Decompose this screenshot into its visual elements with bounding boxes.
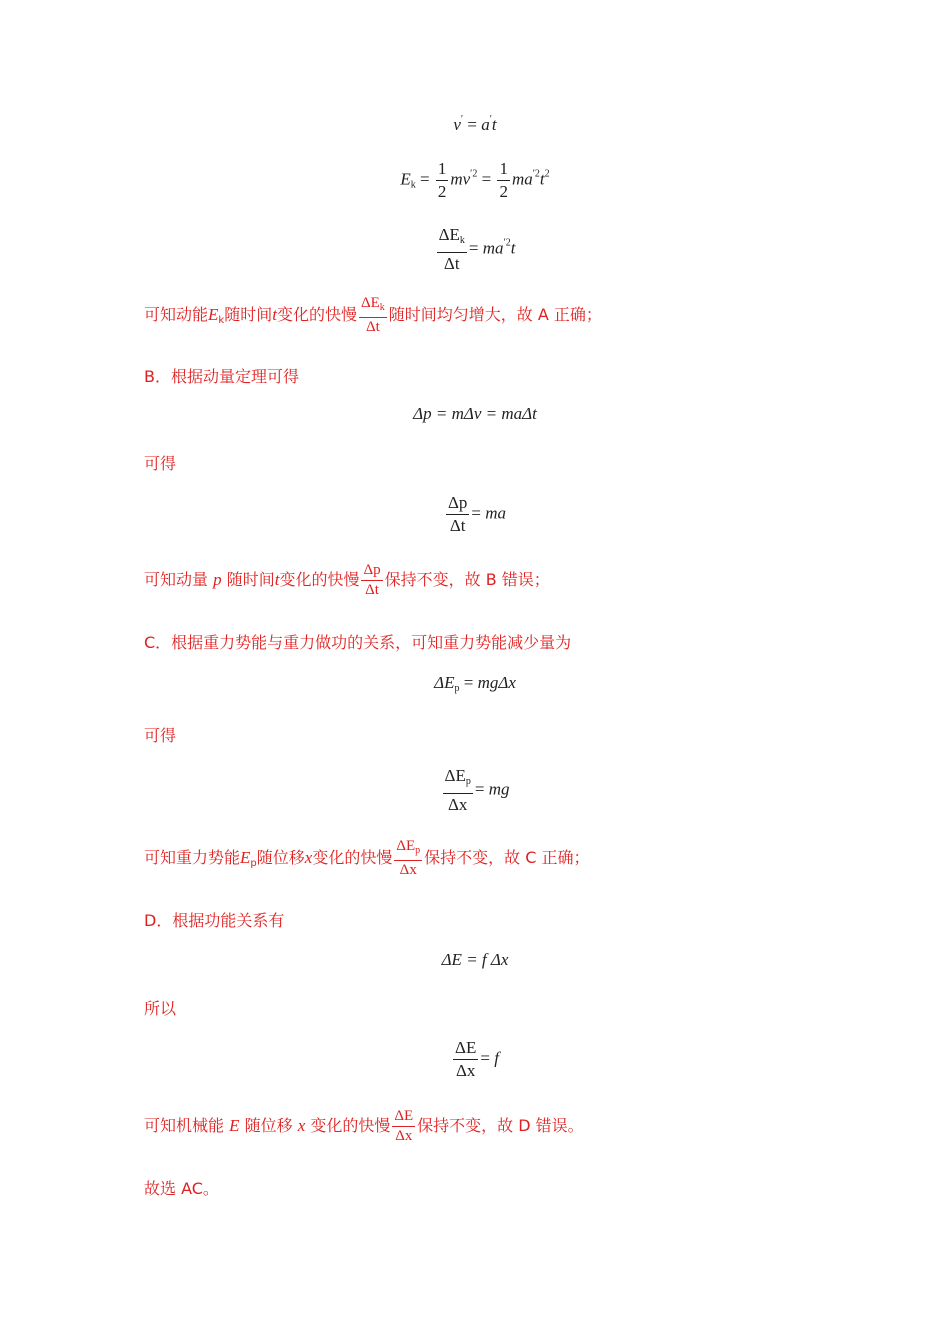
option-a-conclusion: 可知动能$E_k$随时间t变化的快慢 $\frac{\Delta E_k}{\Delta t}$ 随时间均匀增大，故 A 正确； <box>144 295 602 335</box>
option-d-conclusion: 可知机械能 E 随位移 x 变化的快慢 $\frac{\Delta E}{\Delta x}$ 保持不变，故 D 错误。 <box>144 1108 584 1144</box>
option-d-suoyi: 所以 <box>144 999 177 1018</box>
equation-kinetic-energy: $E_k$ = $\frac{1}{2}$ $mv^{'2}$ = $\frac{1}{2}$ $ma^{'2}t^2$ <box>400 159 550 201</box>
option-c-heading: C．根据重力势能与重力做功的关系，可知重力势能减少量为 <box>144 633 572 652</box>
equation-energy-rate: $\frac{\Delta E}{\Delta x}$ = f <box>455 1038 499 1080</box>
equation-kinetic-rate: $\frac{\Delta E_k}{\Delta t}$ = $ma^{'2}t$ <box>438 225 516 273</box>
equation-momentum-rate: $\frac{\Delta p}{\Delta t}$ = ma <box>447 493 507 535</box>
option-b-conclusion: 可知动量 p 随时间t变化的快慢 $\frac{\Delta p}{\Delta t}$ 保持不变，故 B 错误； <box>144 562 550 598</box>
option-b-keyi: 可得 <box>144 454 177 473</box>
option-b-heading: B．根据动量定理可得 <box>144 367 299 386</box>
final-answer: 故选 AC。 <box>144 1179 219 1198</box>
equation-potential: $\Delta E_p = mg\Delta x$ <box>434 673 516 694</box>
option-c-conclusion: 可知重力势能$E_p$随位移x变化的快慢 $\frac{\Delta E_p}{\Delta x}$ 保持不变，故 C 正确； <box>144 838 590 878</box>
equation-velocity: v′ = a′t <box>453 114 497 134</box>
equation-momentum: Δp = mΔv = maΔt <box>413 404 537 423</box>
equation-potential-rate: $\frac{\Delta E_p}{\Delta x}$ = mg <box>444 766 510 814</box>
option-d-heading: D．根据功能关系有 <box>144 911 285 930</box>
option-c-keyi: 可得 <box>144 726 177 745</box>
equation-work-energy: ΔE = f Δx <box>441 950 509 969</box>
